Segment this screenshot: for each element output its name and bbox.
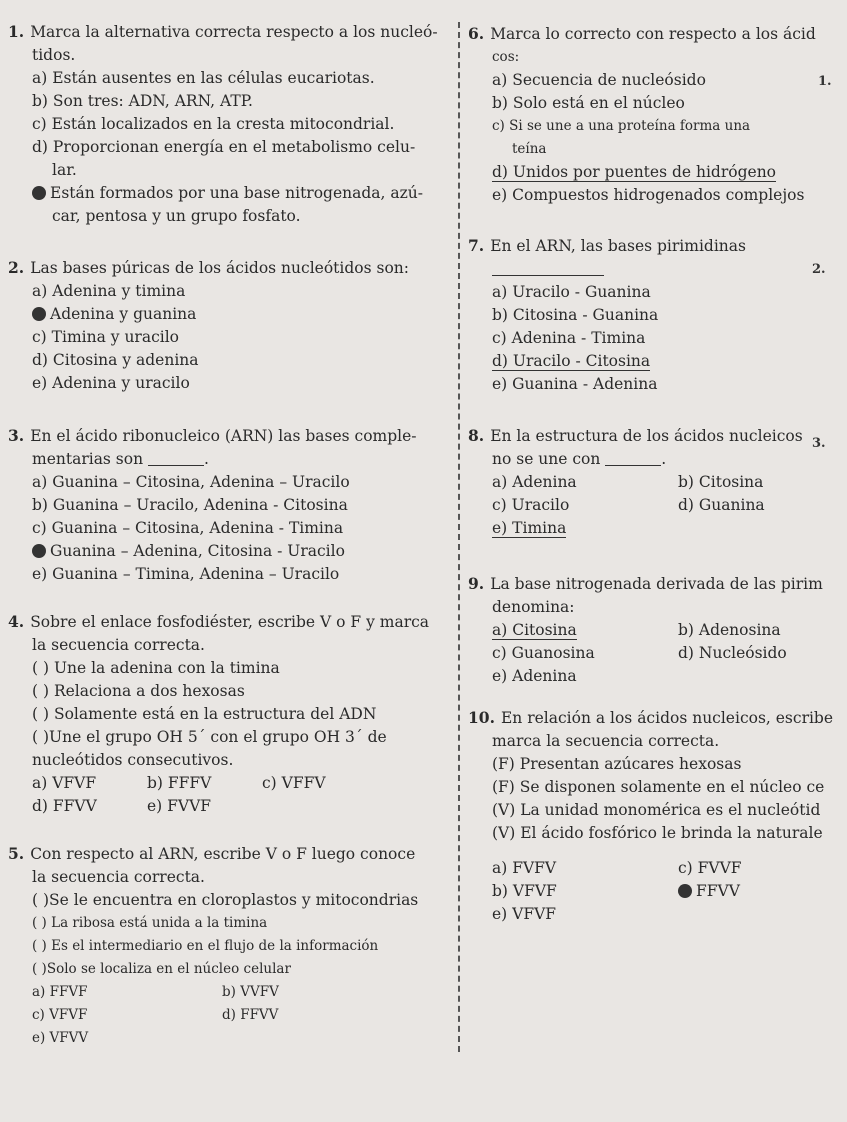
question-10-item-4[interactable]: (V) El ácido fosfórico le brinda la naturale	[492, 824, 823, 842]
question-8-option-d[interactable]: d) Guanina	[678, 496, 765, 514]
question-5-options-row-1	[8, 981, 440, 1004]
question-4-number: 4.	[8, 612, 25, 631]
question-10-item-1[interactable]: (F) Presentan azúcares hexosas	[492, 755, 742, 773]
question-4-item-3[interactable]: ( ) Solamente está en la estructura del ADN	[32, 705, 377, 723]
question-10-stem-cont: marca la secuencia correcta.	[492, 732, 720, 750]
question-10-option-b[interactable]: b) VFVF	[492, 882, 557, 900]
question-6	[468, 22, 840, 207]
answer-blank[interactable]	[605, 451, 661, 466]
question-1-option-a[interactable]: a) Están ausentes en las células eucariotas.	[32, 69, 375, 87]
question-9-option-b[interactable]: b) Adenosina	[678, 621, 781, 639]
question-10-option-d[interactable]: FFVV	[678, 880, 740, 903]
question-4-option-d[interactable]: d) FFVV	[32, 797, 97, 815]
answer-blank[interactable]	[492, 261, 604, 276]
question-5-option-e[interactable]: e) VFVV	[32, 1030, 89, 1046]
question-10-item-2[interactable]: (F) Se disponen solamente en el núcleo ce	[492, 778, 825, 796]
question-3-stem: 3. En el ácido ribonucleico (ARN) las bases comple-	[8, 426, 417, 445]
question-7	[468, 234, 840, 396]
selected-mark-icon	[32, 544, 46, 558]
question-9-option-c[interactable]: c) Guanosina	[492, 644, 595, 662]
question-10-option-e[interactable]: e) VFVF	[492, 905, 557, 923]
question-4-option-e[interactable]: e) FVVF	[147, 797, 212, 815]
question-1-number: 1.	[8, 22, 25, 41]
question-9-options-row-1	[468, 619, 840, 642]
question-10-options-row-2	[468, 880, 840, 903]
question-6-stem: 6. Marca lo correcto con respecto a los ácid	[468, 24, 816, 43]
question-7-option-d[interactable]: d) Uracilo - Citosina	[492, 352, 651, 370]
question-7-option-a[interactable]: a) Uracilo - Guanina	[492, 283, 651, 301]
question-6-option-c-cont: teína	[512, 141, 547, 157]
question-4-option-a[interactable]: a) VFVF	[32, 774, 97, 792]
question-4-options-row-2	[8, 795, 440, 818]
question-4-options-row-1	[8, 772, 440, 795]
question-3	[8, 424, 440, 586]
question-5-item-2[interactable]: ( ) La ribosa está unida a la timina	[32, 915, 268, 931]
question-10	[468, 706, 840, 926]
question-7-number: 7.	[468, 236, 485, 255]
question-8-stem: 8. En la estructura de los ácidos nucleicos	[468, 426, 803, 445]
question-5-option-a[interactable]: a) FFVF	[32, 984, 88, 1000]
question-5-option-b[interactable]: b) VVFV	[222, 984, 279, 1000]
question-5-stem: 5. Con respecto al ARN, escribe V o F luego conoce	[8, 844, 416, 863]
question-1-option-e[interactable]: Están formados por una base nitrogenada, azú-	[8, 182, 440, 205]
question-6-number: 6.	[468, 24, 485, 43]
question-2-option-d[interactable]: d) Citosina y adenina	[32, 351, 199, 369]
question-1-option-e-cont: car, pentosa y un grupo fosfato.	[52, 207, 301, 225]
question-1	[8, 20, 440, 228]
question-7-stem-cont	[468, 258, 840, 281]
question-8-option-e[interactable]: e) Timina	[492, 519, 567, 537]
question-10-options-row-1	[468, 857, 840, 880]
question-3-option-c[interactable]: c) Guanina – Citosina, Adenina - Timina	[32, 519, 344, 537]
question-7-option-b[interactable]: b) Citosina - Guanina	[492, 306, 659, 324]
edge-number-3: 3.	[812, 436, 826, 451]
question-7-stem: 7. En el ARN, las bases pirimidinas	[468, 236, 746, 255]
column-divider	[458, 22, 460, 1052]
question-10-number: 10.	[468, 708, 495, 727]
question-8-number: 8.	[468, 426, 485, 445]
question-6-stem-cont: cos:	[492, 49, 520, 65]
question-4-stem: 4. Sobre el enlace fosfodiéster, escribe V o F y marca	[8, 612, 430, 631]
question-8	[468, 424, 840, 540]
question-10-item-3[interactable]: (V) La unidad monomérica es el nucleótid	[492, 801, 821, 819]
question-2-number: 2.	[8, 258, 25, 277]
question-1-option-d-cont: lar.	[52, 161, 77, 179]
question-9	[468, 572, 840, 688]
question-1-option-d[interactable]: d) Proporcionan energía en el metabolismo celu-	[32, 138, 416, 156]
question-8-stem-cont: no se une con .	[492, 450, 667, 468]
question-1-stem: 1. Marca la alternativa correcta respecto a los nucleó-	[8, 22, 438, 41]
question-9-number: 9.	[468, 574, 485, 593]
question-4-item-1[interactable]: ( ) Une la adenina con la timina	[32, 659, 280, 677]
question-7-option-e[interactable]: e) Guanina - Adenina	[492, 375, 658, 393]
question-10-option-a[interactable]: a) FVFV	[492, 859, 557, 877]
question-9-stem-cont: denomina:	[492, 598, 575, 616]
question-2-stem: 2. Las bases púricas de los ácidos nucleótidos son:	[8, 258, 409, 277]
edge-number-1: 1.	[818, 74, 832, 89]
question-3-stem-cont: mentarias son .	[32, 450, 209, 468]
question-3-option-b[interactable]: b) Guanina – Uracilo, Adenina - Citosina	[32, 496, 348, 514]
selected-mark-icon	[678, 884, 692, 898]
question-10-option-c[interactable]: c) FVVF	[678, 859, 742, 877]
question-8-option-b[interactable]: b) Citosina	[678, 473, 764, 491]
question-5	[8, 842, 440, 1050]
question-2-option-b[interactable]: Adenina y guanina	[8, 303, 440, 326]
answer-blank[interactable]	[148, 451, 204, 466]
question-6-option-c[interactable]: c) Si se une a una proteína forma una	[492, 118, 751, 134]
question-9-option-d[interactable]: d) Nucleósido	[678, 644, 787, 662]
question-5-option-c[interactable]: c) VFVF	[32, 1007, 88, 1023]
question-2-option-e[interactable]: e) Adenina y uracilo	[32, 374, 190, 392]
question-4-stem-cont: la secuencia correcta.	[32, 636, 205, 654]
question-4-item-4[interactable]: ( )Une el grupo OH 5´ con el grupo OH 3´ de	[32, 728, 387, 746]
question-3-option-e[interactable]: e) Guanina – Timina, Adenina – Uracilo	[32, 565, 340, 583]
question-4-option-b[interactable]: b) FFFV	[147, 774, 212, 792]
question-2-option-c[interactable]: c) Timina y uracilo	[32, 328, 180, 346]
question-7-option-c[interactable]: c) Adenina - Timina	[492, 329, 646, 347]
question-5-stem-cont: la secuencia correcta.	[32, 868, 205, 886]
question-3-number: 3.	[8, 426, 25, 445]
question-10-stem: 10. En relación a los ácidos nucleicos, escribe	[468, 708, 834, 727]
question-1-stem-cont: tidos.	[32, 46, 76, 64]
question-5-option-d[interactable]: d) FFVV	[222, 1007, 279, 1023]
question-6-option-b[interactable]: b) Solo está en el núcleo	[492, 94, 685, 112]
question-5-options-row-2	[8, 1004, 440, 1027]
question-6-option-e[interactable]: e) Compuestos hidrogenados complejos	[492, 186, 805, 204]
question-3-option-a[interactable]: a) Guanina – Citosina, Adenina – Uracilo	[32, 473, 350, 491]
question-9-option-e[interactable]: e) Adenina	[492, 667, 577, 685]
question-6-option-a[interactable]: a) Secuencia de nucleósido	[492, 71, 706, 89]
question-2-option-a[interactable]: a) Adenina y timina	[32, 282, 186, 300]
selected-mark-icon	[32, 307, 46, 321]
question-5-item-4[interactable]: ( )Solo se localiza en el núcleo celular	[32, 961, 291, 977]
question-5-item-3[interactable]: ( ) Es el intermediario en el flujo de la información	[32, 938, 379, 954]
selected-mark-icon	[32, 186, 46, 200]
edge-number-2: 2.	[812, 262, 826, 277]
question-4-option-c[interactable]: c) VFFV	[262, 774, 326, 792]
question-2	[8, 256, 440, 395]
question-6-option-d[interactable]: d) Unidos por puentes de hidrógeno	[492, 163, 777, 181]
question-4	[8, 610, 440, 818]
question-4-item-2[interactable]: ( ) Relaciona a dos hexosas	[32, 682, 245, 700]
question-8-option-c[interactable]: c) Uracilo	[492, 496, 570, 514]
question-8-options-row-2	[468, 494, 840, 517]
question-9-stem: 9. La base nitrogenada derivada de las pirim	[468, 574, 823, 593]
question-3-option-d[interactable]: Guanina – Adenina, Citosina - Uracilo	[8, 540, 440, 563]
question-9-option-a[interactable]: a) Citosina	[492, 621, 577, 639]
question-1-option-c[interactable]: c) Están localizados en la cresta mitocondrial.	[32, 115, 395, 133]
question-5-number: 5.	[8, 844, 25, 863]
question-8-option-a[interactable]: a) Adenina	[492, 473, 577, 491]
question-4-item-4-cont: nucleótidos consecutivos.	[32, 751, 234, 769]
question-1-option-b[interactable]: b) Son tres: ADN, ARN, ATP.	[32, 92, 253, 110]
question-5-item-1[interactable]: ( )Se le encuentra en cloroplastos y mitocondrias	[32, 891, 419, 909]
question-9-options-row-2	[468, 642, 840, 665]
question-8-options-row-1	[468, 471, 840, 494]
